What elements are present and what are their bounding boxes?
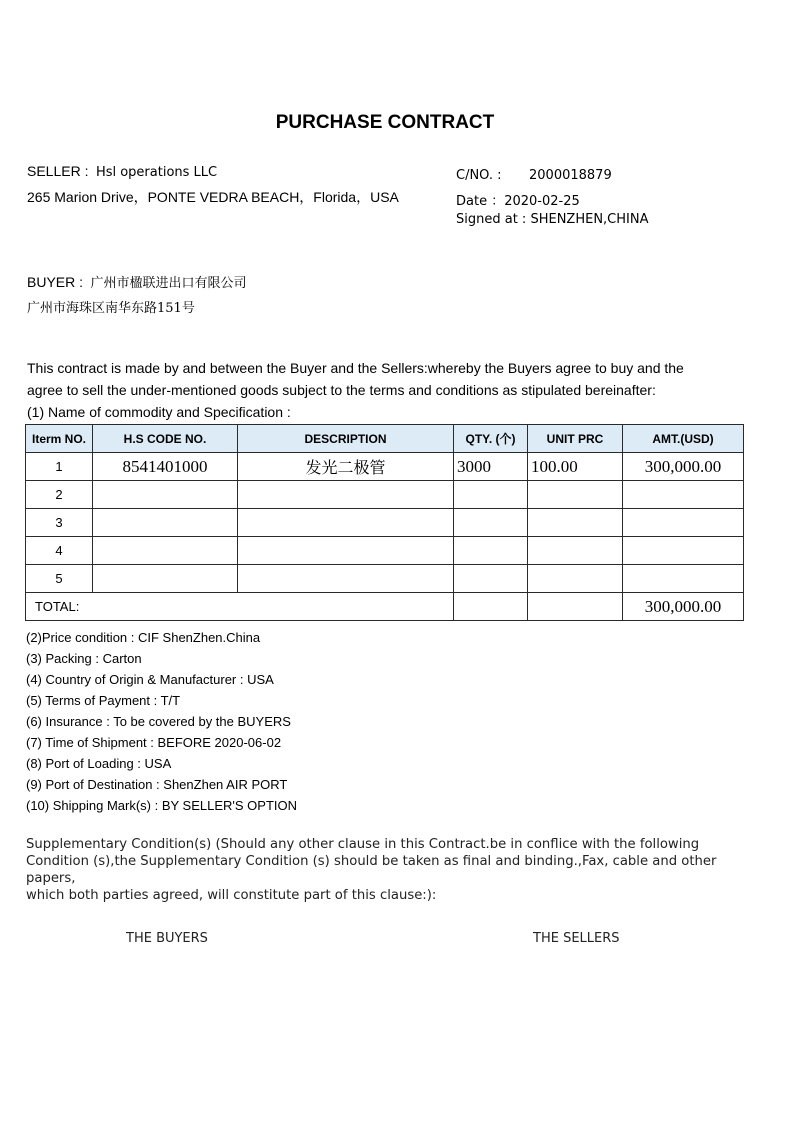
buyer-label: BUYER : [27, 274, 84, 290]
cell-qty [454, 537, 528, 565]
cell-description: 发光二极管 [238, 453, 454, 481]
header-item-no: Iterm NO. [26, 425, 93, 453]
cell-hs-code: 8541401000 [93, 453, 238, 481]
date-value: 2020-02-25 [504, 194, 580, 209]
cell-unit-price [528, 509, 623, 537]
buyer-line [27, 272, 246, 292]
term-port-destination: (9) Port of Destination : ShenZhen AIR PORT [26, 777, 288, 792]
table-row [26, 481, 744, 509]
date-line [456, 190, 580, 209]
table-row [26, 537, 744, 565]
header-hs-code: H.S CODE NO. [93, 425, 238, 453]
cno-label: C/NO. : [456, 168, 502, 183]
header-amount: AMT.(USD) [623, 425, 744, 453]
term-payment: (5) Terms of Payment : T/T [26, 693, 181, 708]
table-header-row [26, 425, 744, 453]
term-shipment-time: (7) Time of Shipment : BEFORE 2020-06-02 [26, 735, 282, 750]
cell-amount [623, 481, 744, 509]
header-unit-price: UNIT PRC [528, 425, 623, 453]
seller-label: SELLER : [27, 163, 89, 179]
cell-amount [623, 509, 744, 537]
cell-item-no: 3 [26, 509, 93, 537]
cell-amount [623, 537, 744, 565]
cell-item-no: 4 [26, 537, 93, 565]
intro-line-2: agree to sell the under-mentioned goods subject to the terms and conditions as stipulated bereinafter: [27, 382, 656, 398]
total-unit-cell [528, 593, 623, 621]
cell-item-no: 5 [26, 565, 93, 593]
cell-qty [454, 509, 528, 537]
seller-address: 265 Marion Drive，PONTE VEDRA BEACH，Florida，USA [27, 189, 399, 205]
term-packing: (3) Packing : Carton [26, 651, 142, 666]
total-row [26, 593, 744, 621]
cell-unit-price [528, 565, 623, 593]
table-row [26, 453, 744, 481]
cell-qty [454, 481, 528, 509]
cell-hs-code [93, 565, 238, 593]
signed-label: Signed at : [456, 212, 527, 227]
cell-qty [454, 565, 528, 593]
cno-value: 2000018879 [529, 168, 612, 183]
table-row [26, 509, 744, 537]
buyers-signature-label: THE BUYERS [126, 931, 208, 946]
cell-unit-price [528, 481, 623, 509]
cell-hs-code [93, 509, 238, 537]
table-row [26, 565, 744, 593]
term-origin: (4) Country of Origin & Manufacturer : USA [26, 672, 274, 687]
date-label: Date ： [456, 194, 505, 209]
goods-table [25, 424, 744, 621]
header-qty: QTY. (个) [454, 425, 528, 453]
cell-hs-code [93, 537, 238, 565]
seller-name: Hsl operations LLC [95, 165, 218, 180]
cell-qty: 3000 [454, 453, 528, 481]
cell-description [238, 537, 454, 565]
supplementary-conditions [26, 836, 756, 904]
terms-list [26, 627, 297, 816]
cell-description [238, 481, 454, 509]
intro-line-3: (1) Name of commodity and Specification : [27, 404, 291, 420]
cell-amount: 300,000.00 [623, 453, 744, 481]
seller-line [27, 163, 217, 181]
buyer-name: 广州市楹联进出口有限公司 [90, 276, 247, 291]
signed-value: SHENZHEN,CHINA [530, 212, 649, 227]
cell-hs-code [93, 481, 238, 509]
term-price-condition: (2)Price condition : CIF ShenZhen.China [26, 630, 261, 645]
cell-description [238, 565, 454, 593]
header-description: DESCRIPTION [238, 425, 454, 453]
total-value: 300,000.00 [623, 593, 744, 621]
supplementary-line-1: Supplementary Condition(s) (Should any other clause in this Contract.be in conflice with the following [26, 837, 700, 852]
total-label: TOTAL: [26, 593, 454, 621]
term-shipping-mark: (10) Shipping Mark(s) : BY SELLER'S OPTION [26, 798, 298, 813]
term-insurance: (6) Insurance : To be covered by the BUYERS [26, 714, 291, 729]
signed-line [456, 212, 649, 227]
intro-line-1: This contract is made by and between the Buyer and the Sellers:whereby the Buyers agree to buy and the [27, 360, 684, 376]
sellers-signature-label: THE SELLERS [533, 931, 620, 946]
term-port-loading: (8) Port of Loading : USA [26, 756, 172, 771]
total-qty-cell [454, 593, 528, 621]
buyer-address: 广州市海珠区南华东路151号 [27, 301, 195, 316]
cell-item-no: 2 [26, 481, 93, 509]
supplementary-line-2: Condition (s),the Supplementary Condition (s) should be taken as final and binding.,Fax, cable and other papers, [26, 854, 717, 886]
cell-unit-price: 100.00 [528, 453, 623, 481]
cell-description [238, 509, 454, 537]
supplementary-line-3: which both parties agreed, will constitute part of this clause:): [26, 888, 437, 903]
cell-unit-price [528, 537, 623, 565]
document-title: PURCHASE CONTRACT [275, 112, 495, 133]
cell-amount [623, 565, 744, 593]
cell-item-no: 1 [26, 453, 93, 481]
